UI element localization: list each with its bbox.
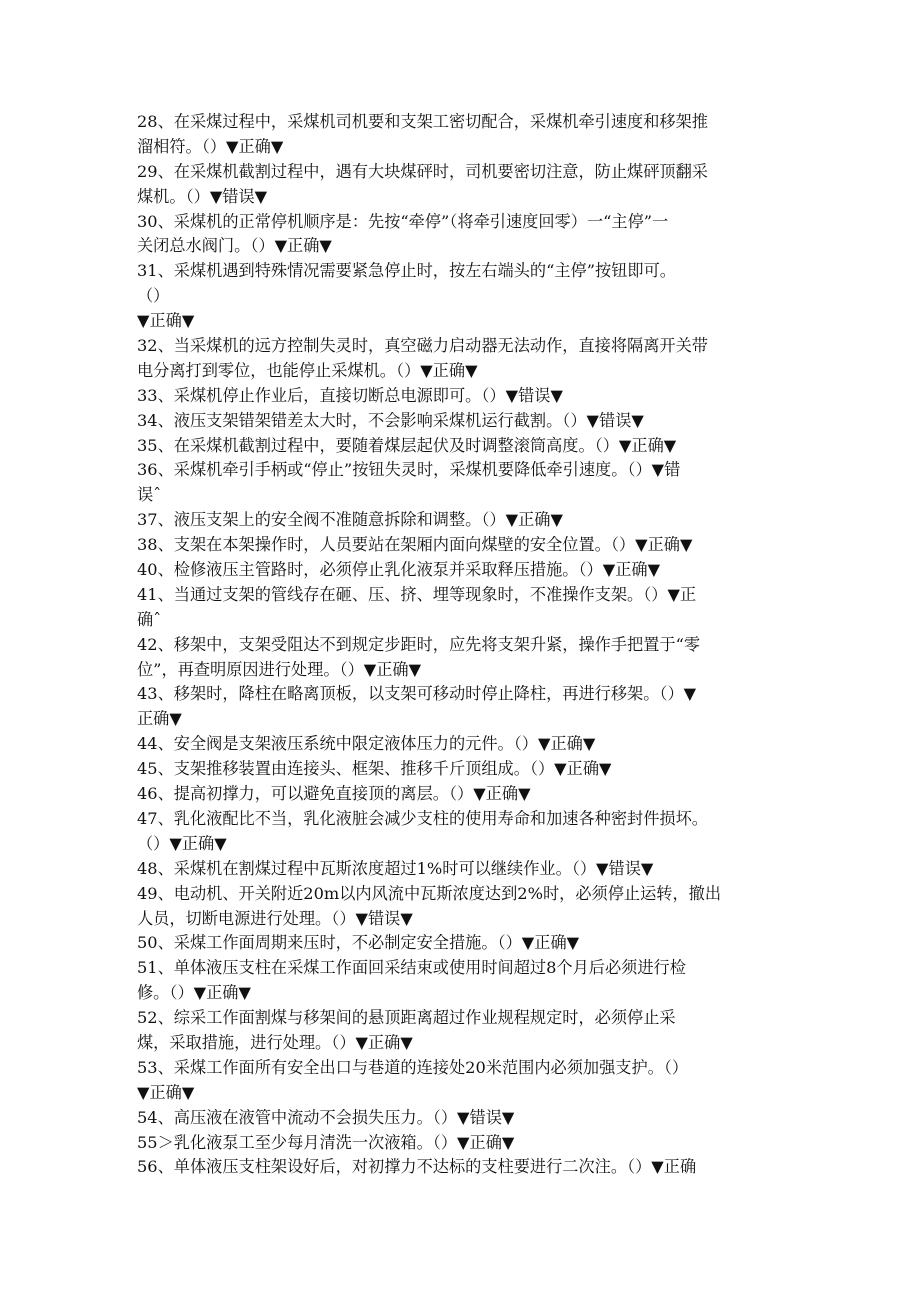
text-line: （）▼正确▼ xyxy=(137,833,227,853)
text-line: 关闭总水阀门。（）▼正确▼ xyxy=(137,236,332,256)
document-body xyxy=(137,110,787,1180)
text-line: 31、采煤机遇到特殊情况需要紧急停止时，按左右端头的“主停”按钮即可。 xyxy=(137,261,676,281)
text-line: 41、当通过支架的管线存在砸、压、挤、埋等现象时，不准操作支架。（）▼正 xyxy=(137,584,697,604)
text-line: 35、在采煤机截割过程中，要随着煤层起伏及时调整滚筒高度。（）▼正确▼ xyxy=(137,435,677,455)
text-line: 溜相符。（）▼正确▼ xyxy=(137,136,284,156)
text-line: 38、支架在本架操作时，人员要站在架厢内面向煤壁的安全位置。（）▼正确▼ xyxy=(137,535,693,555)
text-line: 45、支架推移装置由连接头、框架、推移千斤顶组成。（）▼正确▼ xyxy=(137,759,612,779)
text-line: 54、高压液在液管中流动不会损失压力。（）▼错误▼ xyxy=(137,1107,515,1127)
text-line: 33、采煤机停止作业后，直接切断总电源即可。（）▼错误▼ xyxy=(137,385,563,405)
text-line: 55＞乳化液泵工至少每月清洗一次液箱。（）▼正确▼ xyxy=(137,1132,515,1152)
text-line: 50、采煤工作面周期来压时，不必制定安全措施。（）▼正确▼ xyxy=(137,933,580,953)
text-line: 正确▼ xyxy=(137,709,182,729)
text-line: 32、当采煤机的远方控制失灵时，真空磁力启动器无法动作，直接将隔离开关带 xyxy=(137,336,708,356)
text-line: 47、乳化液配比不当，乳化液脏会减少支柱的使用寿命和加速各种密封件损坏。 xyxy=(137,808,708,828)
text-line: 49、电动机、开关附近20m以内风流中瓦斯浓度达到2%时，必须停止运转，撤出 xyxy=(137,883,722,903)
text-line: 51、单体液压支柱在采煤工作面回采结束或使用时间超过8个月后必须进行检 xyxy=(137,958,686,978)
text-line: 误ˆ xyxy=(137,485,162,505)
text-line: 36、采煤机牵引手柄或“停止”按钮失灵时，采煤机要降低牵引速度。（）▼错 xyxy=(137,460,681,480)
text-line: 修。（）▼正确▼ xyxy=(137,983,251,1003)
text-line: 28、在采煤过程中，采煤机司机要和支架工密切配合，采煤机牵引速度和移架推 xyxy=(137,112,708,131)
text-line: ▼正确▼ xyxy=(137,311,195,331)
text-line: ▼正确▼ xyxy=(137,1082,195,1102)
text-line: 52、综采工作面割煤与移架间的悬顶距离超过作业规程规定时，必须停止采 xyxy=(137,1008,676,1028)
text-line: 29、在采煤机截割过程中，遇有大块煤砰时，司机要密切注意，防止煤砰顶翻采 xyxy=(137,161,708,181)
text-line: 34、液压支架错架错差太大时，不会影响采煤机运行截割。（）▼错误▼ xyxy=(137,410,644,430)
text-line: 37、液压支架上的安全阀不准随意拆除和调整。（）▼正确▼ xyxy=(137,510,563,530)
text-line: 30、采煤机的正常停机顺序是：先按“牵停”（将牵引速度回零）一“主停”一 xyxy=(137,211,669,231)
text-line: （） xyxy=(137,286,170,306)
text-line: 53、采煤工作面所有安全出口与巷道的连接处20米范围内必须加强支护。（） xyxy=(137,1057,689,1077)
text-line: 电分离打到零位，也能停止采煤机。（）▼正确▼ xyxy=(137,360,478,380)
text-line: 确ˆ xyxy=(137,609,162,629)
text-line: 煤机。（）▼错误▼ xyxy=(137,186,268,206)
text-line: 56、单体液压支柱架设好后，对初撑力不达标的支柱要进行二次注。（）▼正确 xyxy=(137,1157,697,1177)
text-line: 人员，切断电源进行处理。（）▼错误▼ xyxy=(137,908,413,928)
text-line: 48、采煤机在割煤过程中瓦斯浓度超过1%时可以继续作业。（）▼错误▼ xyxy=(137,858,654,878)
text-line: 42、移架中，支架受阻达不到规定步距时，应先将支架升紧，操作手把置于“零 xyxy=(137,634,701,654)
text-line: 43、移架时，降柱在略离顶板，以支架可移动时停止降柱，再进行移架。（）▼ xyxy=(137,684,697,704)
text-line: 46、提高初撑力，可以避免直接顶的离层。（）▼正确▼ xyxy=(137,784,531,804)
text-line: 煤，采取措施，进行处理。（）▼正确▼ xyxy=(137,1032,413,1052)
text-line: 位”，再查明原因进行处理。（）▼正确▼ xyxy=(137,659,422,679)
text-line: 44、安全阀是支架液压系统中限定液体压力的元件。（）▼正确▼ xyxy=(137,734,596,754)
text-line: 40、检修液压主管路时，必须停止乳化液泵并采取释压措施。（）▼正确▼ xyxy=(137,560,661,580)
